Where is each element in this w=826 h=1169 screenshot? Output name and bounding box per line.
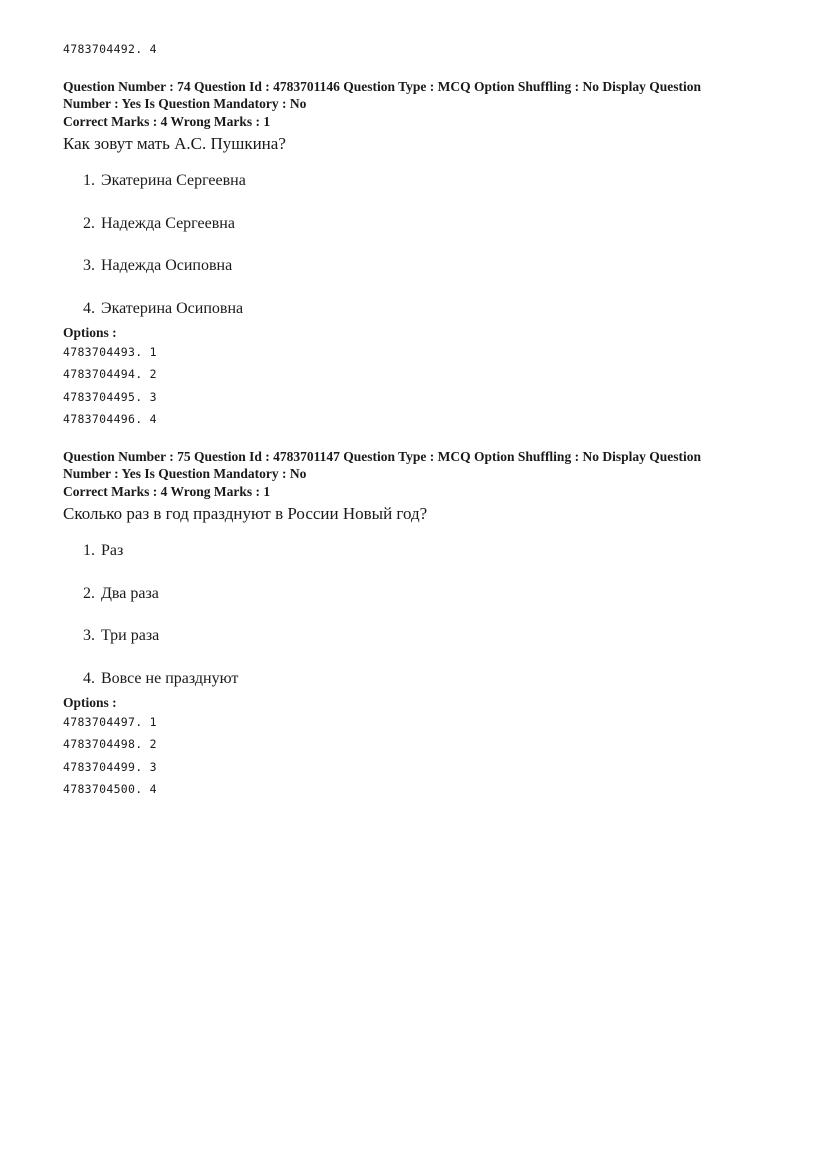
options-label: Options : (63, 695, 117, 711)
option-id: 4783704495. 3 (63, 389, 157, 404)
previous-option-id: 4783704492. 4 (63, 42, 157, 56)
choice-text: Надежда Сергеевна (101, 214, 235, 232)
question-marks: Correct Marks : 4 Wrong Marks : 1 (63, 484, 271, 500)
choice-text: Экатерина Сергеевна (101, 172, 246, 189)
question-block-75 (63, 448, 773, 800)
options-label: Options : (63, 325, 117, 340)
option-id: 4783704493. 1 (63, 345, 157, 359)
option-id: 4783704499. 3 (63, 759, 157, 774)
answer-choices (63, 530, 773, 700)
exam-page (63, 38, 773, 818)
question-meta-line-1: Question Number : 75 Question Id : 4783701147 Question Type : MCQ Option Shuffling : No Display Question (63, 449, 701, 465)
question-meta-line-1: Question Number : 74 Question Id : 4783701146 Question Type : MCQ Option Shuffling : No Display Question (63, 79, 701, 94)
answer-choice (83, 160, 773, 203)
answer-choices (63, 160, 773, 330)
answer-choice (83, 615, 773, 658)
answer-choice (83, 530, 773, 573)
option-id: 4783704497. 1 (63, 715, 157, 730)
choice-number: 3. (83, 257, 95, 274)
choice-text: Экатерина Осиповна (101, 299, 244, 317)
choice-text: Два раза (101, 584, 159, 602)
choice-text: Раз (101, 542, 124, 560)
choice-number: 1. (83, 542, 95, 560)
question-marks: Correct Marks : 4 Wrong Marks : 1 (63, 114, 271, 129)
choice-number: 4. (83, 299, 95, 317)
choice-number: 2. (83, 214, 95, 232)
option-id-list (63, 341, 773, 430)
option-id: 4783704500. 4 (63, 782, 157, 797)
choice-text: Вовсе не празднуют (101, 669, 239, 687)
option-id: 4783704496. 4 (63, 411, 157, 426)
choice-number: 2. (83, 584, 95, 602)
question-block-74 (63, 78, 773, 430)
question-meta-line-2: Number : Yes Is Question Mandatory : No (63, 96, 307, 111)
answer-choice (83, 573, 773, 616)
choice-text: Три раза (101, 627, 160, 645)
option-id: 4783704494. 2 (63, 367, 157, 382)
choice-number: 1. (83, 172, 95, 189)
question-text: Сколько раз в год празднуют в России Новый год? (63, 504, 428, 524)
choice-text: Надежда Осиповна (101, 257, 233, 274)
question-meta-line-2: Number : Yes Is Question Mandatory : No (63, 466, 307, 482)
choice-number: 4. (83, 669, 95, 687)
option-id: 4783704498. 2 (63, 737, 157, 752)
answer-choice (83, 203, 773, 246)
answer-choice (83, 245, 773, 288)
choice-number: 3. (83, 627, 95, 645)
option-id-list (63, 711, 773, 800)
question-text: Как зовут мать А.С. Пушкина? (63, 134, 286, 153)
